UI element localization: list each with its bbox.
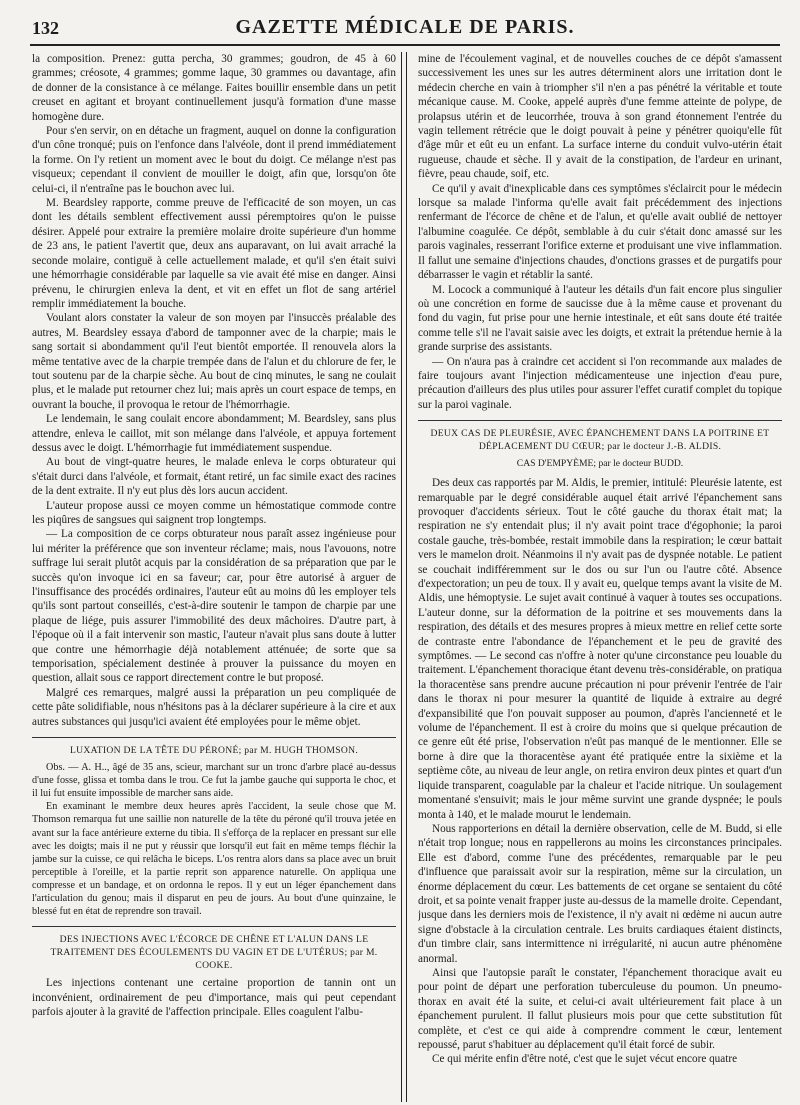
paragraph: la composition. Prenez: gutta percha, 30 grammes; goudron, de 45 à 60 grammes; créosote, 4 grammes; gomme laque, 30 grammes ou davantage, afin de donner de la consistance à ce mélange. Faites bouillir ensemble dans un petit creuset en agitant et broyant continuellement jusqu'à formation d'une masse homogène dure. <box>32 53 396 123</box>
paragraph: Malgré ces remarques, malgré aussi la préparation un peu compliquée de cette pâte solidifiable, nous n'hésitons pas à la déclarer supérieure à la cire et aux autres substances qui jusqu'ici avaient été employées pour le même objet. <box>32 686 396 728</box>
paragraph: Ce qu'il y avait d'inexplicable dans ces symptômes s'éclaircit pour le médecin lorsque sa malade l'informa qu'elle avait fait précédemment des injections renfermant de l'écorce de chêne et de l'alun, et qu'elle avait oublié de nettoyer l'albumine coagulée. Ce dépôt, semblable à du cuir s'était donc amassé sur les parois vaginales, resserrant l'orifice externe et produisant une vive inflammation. Il fallut une semaine d'injections chaudes, d'onctions grasses et de purgatifs pour débarrasser le vagin et rétablir la santé. <box>418 182 782 282</box>
article-heading: DES INJECTIONS AVEC L'ÉCORCE DE CHÊNE ET L'ALUN DANS LE TRAITEMENT DES ÉCOULEMENTS DU VAGIN ET DE L'UTÉRUS; par M. COOKE. <box>50 934 378 972</box>
paragraph: — On n'aura pas à craindre cet accident si l'on recommande aux malades de faire toujours avant l'injection médicamenteuse une injection d'eau pure, précaution d'ailleurs des plus utiles pour assurer l'effet curatif complet du topique sur la paroi vaginale. <box>418 355 782 411</box>
paragraph: Des deux cas rapportés par M. Aldis, le premier, intitulé: Pleurésie latente, est remarquable par le degré considérable auquel était arrivé l'épanchement sans provoquer d'accidents sérieux. Tout le côté gauche du thorax était mat; la respiration ne s'y entendait plus; il n'y avait point trace d'égophonie; la paroi costale gauche, très-bombée, restait immobile dans la respiration; le cœur battait vers le mamelon droit. Néanmoins il n'y avait pas de dyspnée notable. Le patient se couchait indifféremment sur le dos ou sur l'un ou l'autre côté. Absence d'expectoration; un peu de toux. Il y avait eu, quelque temps avant la visite de M. Aldis, une hémoptysie. Le sujet avait continué à vaquer à toutes ses occupations. L'auteur donne, sur la déformation de la poitrine et ses mouvements dans la respiration, des détails et des mesures propres à mieux mettre en relief cette sorte de contraste entre l'abondance de l'épanchement et le peu de gravité des symptômes. — Le second cas n'offre à noter qu'une circonstance peu louable du traitement. L'épanchement thoracique étant devenu très-considérable, on pratiqua la thoracentèse sans prendre aucune précaution ni pour prévenir l'entrée de l'air dans le thorax ni pour mesurer la quantité de liquide à extraire au degré d'expansibilité que l'on pouvait supposer au poumon, d'après l'ancienneté et le volume de l'épanchement. Il est à croire du moins que si quelque précaution de ce genre eût été prise, l'observation n'eût pas manqué de le mentionner. Elle se borne à dire que la thoracentèse ayant été pratiquée entre la sixième et la septième côte, au niveau de leur angle, on retira environ deux pintes et quart d'un liquide transparent, coagulable par la chaleur et l'acide nitrique. Un soulagement momentané s'ensuivit; mais le jour même survint une grande dyspnée; le pouls monta à 140, et le malade mourut le lendemain. <box>418 477 782 821</box>
left-column <box>32 52 396 1102</box>
section-divider <box>32 926 396 927</box>
article-subheading: CAS D'EMPYÈME; par le docteur BUDD. <box>516 458 684 470</box>
paragraph: Les injections contenant une certaine proportion de tannin ont un inconvénient, ordinairement de peu d'importance, mais qui peut cependant parfois ajouter à la gravité de l'affection principale. Elles coagulent l'albu- <box>32 977 396 1019</box>
paragraph: Obs. — A. H.., âgé de 35 ans, scieur, marchant sur un tronc d'arbre placé au-dessus d'une fosse, glissa et tomba dans le trou. Ce fut la jambe gauche qui supporta le choc, et il lui fut ensuite impossible de marcher sans aide. <box>32 762 396 800</box>
column-rule <box>401 52 407 1102</box>
right-column <box>418 52 782 1102</box>
paragraph: En examinant le membre deux heures après l'accident, la seule chose que M. Thomson remarqua fut une saillie non naturelle de la tête du péroné qu'il trouva jetée en avant sur la face antérieure externe du tibia. Il s'efforça de la replacer en pressant sur elle avec les doigts; mais il ne put y réussir que lorsqu'il eut fait en même temps fléchir la jambe sur la cuisse, ce qui relâcha le biceps. L'os rentra alors dans sa place avec un bruit perceptible à l'oreille, et la partie reprit son apparence naturelle. On appliqua une compresse et un bandage, et on ordonna le repos. Il y eut un léger épanchement dans l'articulation du genou; mais il disparut en peu de jours. Au bout d'une quinzaine, le blessé fut en état de reprendre son travail. <box>32 801 396 918</box>
article-heading: LUXATION DE LA TÊTE DU PÉRONÉ; par M. HUGH THOMSON. <box>69 745 359 757</box>
paragraph: Nous rapporterions en détail la dernière observation, celle de M. Budd, si elle n'était trop longue; nous en rappellerons au moins les circonstances principales. Elle est d'abord, comme l'une des précédentes, remarquable par le peu d'influence que paraissait avoir sur la respiration, même sur la circulation, un énorme déplacement du cœur. Les battements de cet organe se sentaient du côté droit, et sa pointe venait frapper juste au-dessus de la mamelle droite. Cependant, jusque dans les derniers mois de l'existence, il n'y avait ni œdème ni aucun autre signe d'obstacle à la circulation centrale. Les bruits cardiaques étaient distincts, d'un timbre clair, sans intermittence ni irrégularité, ni aucun autre phénomène anormal. <box>418 822 782 965</box>
journal-title: GAZETTE MÉDICALE DE PARIS. <box>235 16 575 38</box>
paragraph: Au bout de vingt-quatre heures, le malade enleva le corps obturateur qui s'était durci dans l'alvéole, et formait, étant retiré, un fac simile exact des racines de la dent extraite. Il n'y eut plus dès lors aucun accident. <box>32 456 396 498</box>
paragraph: Ce qui mérite enfin d'être noté, c'est que le sujet vécut encore quatre <box>432 1053 738 1066</box>
paragraph: Le lendemain, le sang coulait encore abondamment; M. Beardsley, sans plus attendre, enleva le caillot, mit son mélange dans l'alvéole, et appuya fortement dessus avec le doigt. L'hémorrhagie fut immédiatement suspendue. <box>32 413 396 454</box>
paragraph: M. Locock a communiqué à l'auteur les détails d'un fait encore plus singulier où une concrétion en forme de saucisse due à la même cause et provenant du fond du vagin, fut prise pour une hernie intestinale, et eût sans doute été traitée comme telle s'il ne l'avait saisie avec les doigts, et extrait la prétendue hernie à la grande surprise des assistants. <box>418 283 782 354</box>
paragraph: Pour s'en servir, on en détache un fragment, auquel on donne la configuration d'un cône tronqué; puis on l'enfonce dans l'alvéole, dont il prend immédiatement la forme. On l'y retient un moment avec le bout du doigt. Ce mélange n'est pas visqueux; cependant il convient de mouiller le doigt, afin que, lorsqu'on ôte celui-ci, il n'entraîne pas le bouchon avec lui. <box>32 125 396 195</box>
paragraph: mine de l'écoulement vaginal, et de nouvelles couches de ce dépôt s'amassent successivement les unes sur les autres déterminent alors une irritation dont le médecin cherche en vain à triompher s'il n'en a pas pénétré la véritable et toute mécanique cause. M. Cooke, appelé auprès d'une femme atteinte de polype, de prolapsus utérin et de leucorrhée, trouva à son grand étonnement l'entrée du vagin tellement rétrécie que le doigt pouvait à peine y pénétrer quoiqu'elle fût d'âge mûr et eût eu un enfant. La surface interne du conduit vulvo-utérin était rugueuse, chaude et sèche. Il y avait de la constipation, de l'ardeur en urinant, fièvre, peau chaude, soif, etc. <box>418 53 782 181</box>
section-divider <box>32 737 396 738</box>
paragraph: M. Beardsley rapporte, comme preuve de l'efficacité de son moyen, un cas dont les détails semblent effectivement aussi péremptoires qu'on le puisse désirer. Appelé pour extraire la première molaire droite supérieure d'un homme de 23 ans, le patient l'avertit que, deux ans auparavant, on lui avait arraché la seconde molaire, contiguë à celle actuellement malade, et qu'il s'en était suivi une hémorrhagie considérable par laquelle sa vie avait été mise en danger. Ainsi prévenu, le chirurgien enleva la dent, et vit en effet un flot de sang artériel remplir immédiatement la bouche. <box>32 197 396 310</box>
article-heading: DEUX CAS DE PLEURÉSIE, AVEC ÉPANCHEMENT DANS LA POITRINE ET DÉPLACEMENT DU CŒUR; par le docteur J.-B. ALDIS. <box>430 428 770 453</box>
paragraph: Voulant alors constater la valeur de son moyen par l'insuccès préalable des autres, M. Beardsley essaya d'abord de tamponner avec de la charpie; mais le sang sortait si abondamment qu'il l'eut bientôt emportée. Il renouvela alors la même tentative avec de la charpie trempée dans de l'alun et du chlorure de fer, le tout soutenu par de la charpie sèche. Au bout de cinq minutes, le sang ne coulait plus, et le malade put retourner chez lui; mais après un court espace de temps, en ouvrant la bouche, il provoqua le retour de l'hémorrhagie. <box>32 312 396 411</box>
paragraph: — La composition de ce corps obturateur nous paraît assez ingénieuse pour lui mériter la préférence que son inventeur réclame; mais, nous l'avouons, notre suffrage lui serait plutôt acquis par la considération de sa préparation que par le succès qu'on invoque ici en sa faveur; car, pour être autorisé à arguer de l'insuffisance des procédés ordinaires, l'auteur eût au moins dû les employer tels qu'ils sont partout conseillés, c'est-à-dire soutenir le tampon de charpie par une plaque de liége, puis assurer l'immobilité des deux mâchoires. D'autre part, à l'époque où il a fait intervenir son mastic, l'auteur n'avait plus sans doute à lutter que contre une hémorrhagie déjà notablement atténuée; de sorte que sa temporisation, spécialement destinée à prouver la puissance du moyen en question, allait sous ce rapport directement contre le but proposé. <box>32 528 396 685</box>
paragraph: L'auteur propose aussi ce moyen comme un hémostatique commode contre les piqûres de sangsues qui saignent trop longtemps. <box>32 499 396 526</box>
page-header <box>30 14 780 46</box>
page-number: 132 <box>32 18 59 38</box>
paragraph: Ainsi que l'autopsie paraît le constater, l'épanchement thoracique avait eu pour point de départ une perforation tuberculeuse du poumon. Un pneumo-thorax en avait été la suite, et celui-ci avait ultérieurement fait place à un épanchement purulent. Il fallut plusieurs mois pour que cette substitution fût complète, et c'est ce qui aide à comprendre comment le cœur, lentement repoussé, parut s'habituer au déplacement qu'il était forcé de subir. <box>418 966 782 1051</box>
section-divider <box>418 420 782 421</box>
